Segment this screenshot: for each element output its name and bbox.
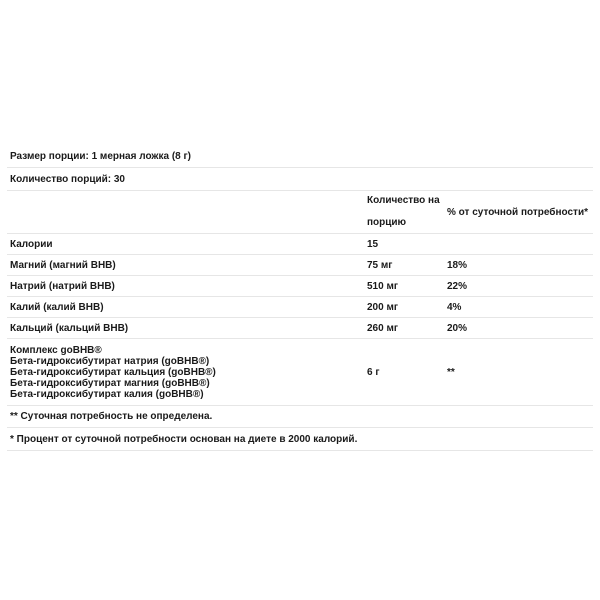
serving-size-row	[7, 145, 593, 168]
nutrient-name: Кальций (кальций BHB)	[10, 322, 129, 334]
servings-count-row	[7, 168, 593, 191]
nutrient-amount: 15	[367, 238, 379, 250]
complex-line: Бета-гидроксибутират натрия (goBHB®)	[10, 355, 210, 367]
header-amount: Количество на порцию	[367, 195, 440, 228]
nutrient-amount: 200 мг	[367, 301, 399, 313]
nutrient-name: Магний (магний BHB)	[10, 259, 116, 271]
complex-name	[7, 345, 364, 400]
complex-row	[7, 339, 593, 406]
nutrient-amount: 510 мг	[367, 280, 399, 292]
nutrient-name: Натрий (натрий BHB)	[10, 280, 115, 292]
table-row	[7, 234, 593, 255]
table-header-row	[7, 191, 593, 234]
footnote-daily-value-not-established: ** Суточная потребность не определена.	[10, 411, 213, 422]
header-daily-value: % от суточной потребности*	[447, 206, 588, 218]
nutrient-amount: 75 мг	[367, 259, 393, 271]
complex-daily-value: **	[447, 366, 455, 378]
footnote-daily-value-basis: * Процент от суточной потребности основан на диете в 2000 калорий.	[10, 433, 358, 445]
nutrient-daily-value: 18%	[447, 259, 468, 271]
nutrient-name: Калории	[10, 238, 53, 250]
servings-count-text: Количество порций: 30	[10, 173, 125, 185]
complex-amount: 6 г	[367, 366, 380, 378]
complex-line: Бета-гидроксибутират кальция (goBHB®)	[10, 366, 216, 378]
nutrient-amount: 260 мг	[367, 322, 399, 334]
nutrient-daily-value: 22%	[447, 280, 468, 292]
serving-size-text: Размер порции: 1 мерная ложка (8 г)	[10, 150, 192, 162]
nutrient-daily-value: 20%	[447, 322, 468, 334]
table-row	[7, 297, 593, 318]
nutrient-name: Калий (калий BHB)	[10, 301, 104, 313]
footnote-row	[7, 428, 593, 451]
footnote-row	[7, 406, 593, 428]
complex-line: Комплекс goBHB®	[10, 344, 102, 356]
table-row	[7, 255, 593, 276]
table-row	[7, 318, 593, 339]
table-row	[7, 276, 593, 297]
complex-line: Бета-гидроксибутират калия (goBHB®)	[10, 388, 204, 400]
complex-line: Бета-гидроксибутират магния (goBHB®)	[10, 377, 210, 389]
supplement-facts-table	[7, 145, 593, 451]
nutrient-daily-value: 4%	[447, 301, 462, 313]
